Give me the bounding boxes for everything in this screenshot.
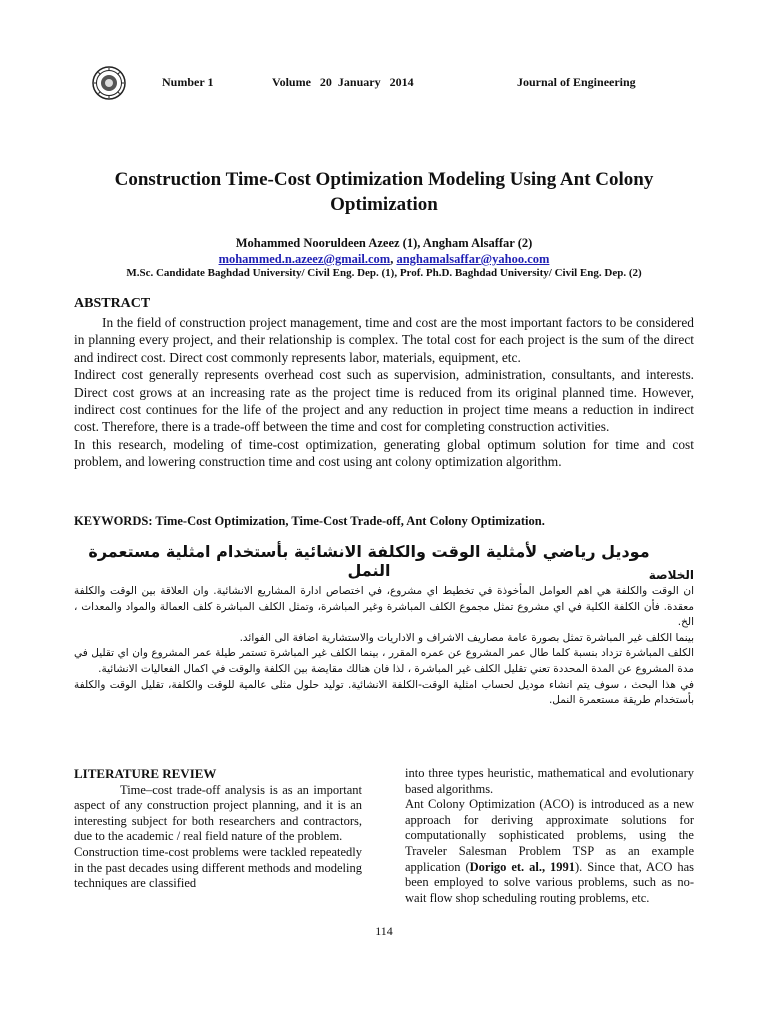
citation-dorigo: Dorigo et. al., 1991 <box>469 859 576 874</box>
volume-date: Volume 20 January 2014 <box>272 75 414 89</box>
right-column <box>405 766 694 906</box>
email-separator: , <box>390 252 397 266</box>
literature-paragraph <box>405 797 694 906</box>
literature-review-heading: LITERATURE REVIEW <box>74 766 217 781</box>
arabic-paragraph: ان الوقت والكلفة هي اهم العوامل المأخوذة في تخطيط اي مشروع، في اختصاص ادارة المشاريع الانشائية. وان العلاقة بين الوقت والكلفة معقدة. فأن الكلفة الكلية في اي مشروع تمثل مجموع الكلف المباشرة وغير المباشرة، وتمثل الكلف المباشرة كلف العمالة والمواد والمعدات ، الخ. <box>74 585 694 629</box>
abstract-body <box>74 314 694 471</box>
arabic-paragraph: الكلف المباشرة تزداد بنسبة كلما طال عمر المشروع عن عمره المقرر ، بينما الكلف غير المباشرة تستمر طيلة عمر المشروع وان اي تقليل في مدة المشروع عن المدة المحددة تعني تقليل الكلف غير المباشرة ، لذا فان هنالك مقايضة بين الكلفة والوقت في اكمال الفعاليات الانشائية. <box>74 647 694 675</box>
arabic-abstract-body <box>74 584 694 709</box>
arabic-abstract-heading: الخلاصة <box>648 568 694 582</box>
page-number: 114 <box>375 924 393 938</box>
university-seal-icon <box>92 66 126 100</box>
authors: Mohammed Nooruldeen Azeez (1), Angham Alsaffar (2) <box>235 236 533 250</box>
literature-paragraph: Construction time-cost problems were tackled repeatedly in the past decades using different methods and modeling techniques are classified <box>74 844 362 891</box>
journal-name: Journal of Engineering <box>517 75 636 89</box>
aco-text-continued: ). Since that, ACO has been employed to solve various problems, such as no-wait flow shop scheduling routing problems, etc. <box>405 859 695 905</box>
email-link-1[interactable]: mohammed.n.azeez@gmail.com <box>218 252 391 266</box>
left-column <box>74 766 362 892</box>
literature-paragraph: into three types heuristic, mathematical and evolutionary based algorithms. <box>405 766 694 796</box>
arabic-paragraph: بينما الكلف غير المباشرة تمثل بصورة عامة مصاريف الاشراف و الاداريات والاستشارية اضافة الى الفوائد. <box>239 631 694 644</box>
abstract-heading: ABSTRACT <box>74 296 151 311</box>
paper-title: Construction Time-Cost Optimization Modeling Using Ant Colony Optimization <box>114 169 654 215</box>
abstract-paragraph: In this research, modeling of time-cost optimization, generating global optimum solution for time and cost problem, and lowering construction time and cost using ant colony optimization algorithm. <box>74 436 694 470</box>
author-emails <box>72 252 696 267</box>
keywords: KEYWORDS: Time-Cost Optimization, Time-Cost Trade-off, Ant Colony Optimization. <box>74 514 545 528</box>
affiliation: M.Sc. Candidate Baghdad University/ Civil Eng. Dep. (1), Prof. Ph.D. Baghdad University/ Civil Eng. Dep. (2) <box>126 267 642 279</box>
arabic-title: موديل رياضي لأمثلية الوقت والكلفة الانشائية بأستخدام امثلية مستعمرة النمل <box>88 542 650 580</box>
issue-number: Number 1 <box>162 75 214 89</box>
arabic-paragraph: في هذا البحث ، سوف يتم انشاء موديل لحساب امثلية الوقت-الكلفة الانشائية. توليد حلول مثلى عالمية للوقت والكلفة، تقليل الوقت والكلفة بأستخدام طريقة مستعمرة النمل. <box>74 678 694 707</box>
abstract-paragraph: Indirect cost generally represents overhead cost such as supervision, administration, consultants, and interests. Direct cost grows at an increasing rate as the project time is reduced from its original planned time. However, indirect cost continues for the life of the project and any reduction in project time means a reduction in indirect cost. Therefore, there is a trade-off between the time and cost for completing construction activities. <box>74 367 694 435</box>
abstract-paragraph: In the field of construction project management, time and cost are the most important factors to be considered in planning every project, and their relationship is complex. The total cost for each project is the sum of the direct and indirect cost. Direct cost commonly represents labor, materials, equipment, etc. <box>74 315 694 365</box>
email-link-2[interactable]: anghamalsaffar@yahoo.com <box>396 252 550 266</box>
literature-paragraph: Time–cost trade-off analysis is as an important aspect of any construction project planning, and it is an interesting subject for both researchers and contractors, due to the academic / real field nature of the problem. <box>74 782 362 844</box>
aco-text: Ant Colony Optimization (ACO) is introduced as a new approach for deriving approximate solutions for computationally sophisticated problems, using the Traveler Salesman Problem TSP as an example application ( <box>405 797 694 874</box>
